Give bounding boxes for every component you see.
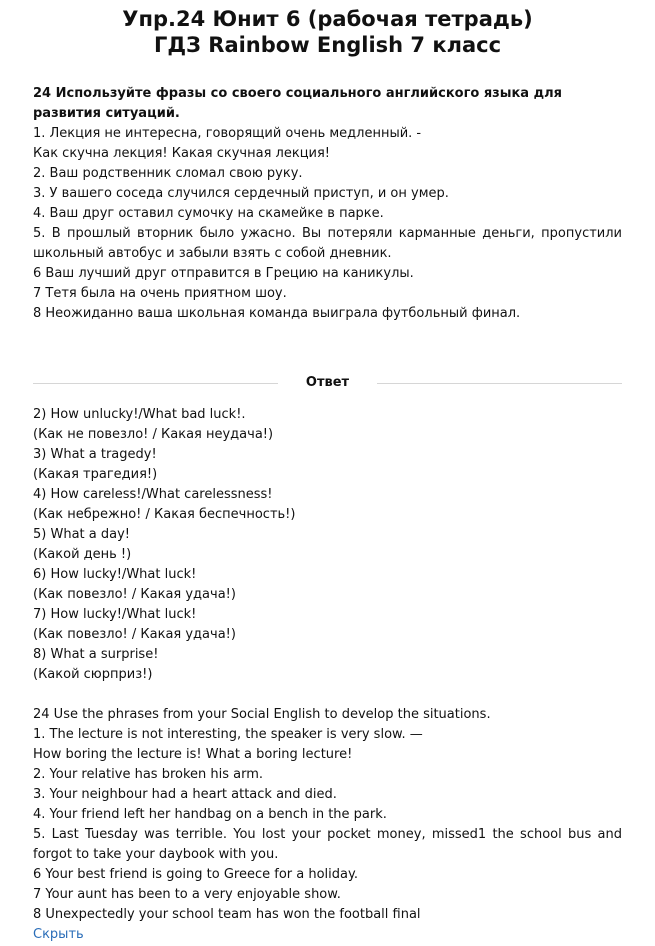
task-en-line: 4. Your friend left her handbag on a bench in the park. <box>33 807 387 822</box>
title-line-2: ГДЗ Rainbow English 7 класс <box>153 33 502 57</box>
task-ru-line: Как скучна лекция! Какая скучная лекция! <box>33 146 331 161</box>
answer-line: (Какая трагедия!) <box>33 467 158 482</box>
answer-line: 7) How lucky!/What luck! <box>33 607 197 622</box>
title-line-1: Упр.24 Юнит 6 (рабочая тетрадь) <box>122 7 533 31</box>
answer-line: 2) How unlucky!/What bad luck!. <box>33 407 246 422</box>
task-ru-line: 8 Неожиданно ваша школьная команда выиграла футбольный финал. <box>33 306 521 321</box>
task-ru-line: 2. Ваш родственник сломал свою руку. <box>33 166 303 181</box>
answer-line: (Как не повезло! / Какая неудача!) <box>33 427 274 442</box>
answer-divider <box>33 373 622 393</box>
page-title <box>0 0 655 58</box>
answer-line: (Как небрежно! / Какая беспечность!) <box>33 507 296 522</box>
answer-line: 5) What a day! <box>33 527 130 542</box>
task-en-line: 6 Your best friend is going to Greece for a holiday. <box>33 867 358 882</box>
task-en-line: How boring the lecture is! What a boring lecture! <box>33 747 353 762</box>
task-en-line: 3. Your neighbour had a heart attack and died. <box>33 787 337 802</box>
task-en-heading: 24 Use the phrases from your Social English to develop the situations. <box>33 707 491 722</box>
divider-rule-left <box>33 383 278 384</box>
task-en-list <box>33 725 622 925</box>
answer-line: 4) How careless!/What carelessness! <box>33 487 273 502</box>
answer-list <box>33 405 622 685</box>
answer-line: 3) What a tragedy! <box>33 447 157 462</box>
task-en-line: 7 Your aunt has been to a very enjoyable show. <box>33 887 341 902</box>
task-ru-list <box>33 124 622 324</box>
task-en-line: 2. Your relative has broken his arm. <box>33 767 264 782</box>
task-ru-line: 7 Тетя была на очень приятном шоу. <box>33 286 287 301</box>
answer-line: 8) What a surprise! <box>33 647 159 662</box>
answer-line: (Какой день !) <box>33 547 132 562</box>
task-en-line: 1. The lecture is not interesting, the speaker is very slow. — <box>33 727 423 742</box>
divider-rule-right <box>377 383 622 384</box>
task-ru-heading: 24 Используйте фразы со своего социального английского языка для развития ситуаций. <box>33 86 562 121</box>
task-ru-line: 4. Ваш друг оставил сумочку на скамейке в парке. <box>33 206 384 221</box>
answer-line: (Как повезло! / Какая удача!) <box>33 627 236 642</box>
task-en-line: 8 Unexpectedly your school team has won the football final <box>33 907 421 922</box>
task-en-line: 5. Last Tuesday was terrible. You lost your pocket money, missed1 the school bus and forgot to take your daybook with you. <box>33 827 622 862</box>
answer-line: 6) How lucky!/What luck! <box>33 567 197 582</box>
task-ru-line: 1. Лекция не интересна, говорящий очень медленный. - <box>33 126 422 141</box>
task-ru-line: 3. У вашего соседа случился сердечный приступ, и он умер. <box>33 186 449 201</box>
task-ru-line: 6 Ваш лучший друг отправится в Грецию на каникулы. <box>33 266 414 281</box>
answer-label: Ответ <box>305 375 350 390</box>
spacer <box>33 685 622 705</box>
answer-line: (Как повезло! / Какая удача!) <box>33 587 236 602</box>
task-ru-line: 5. В прошлый вторник было ужасно. Вы потеряли карманные деньги, пропустили школьный автобус и забыли взять с собой дневник. <box>33 226 622 261</box>
hide-link[interactable]: Скрыть <box>33 927 84 942</box>
answer-line: (Какой сюрприз!) <box>33 667 153 682</box>
content <box>0 84 655 945</box>
